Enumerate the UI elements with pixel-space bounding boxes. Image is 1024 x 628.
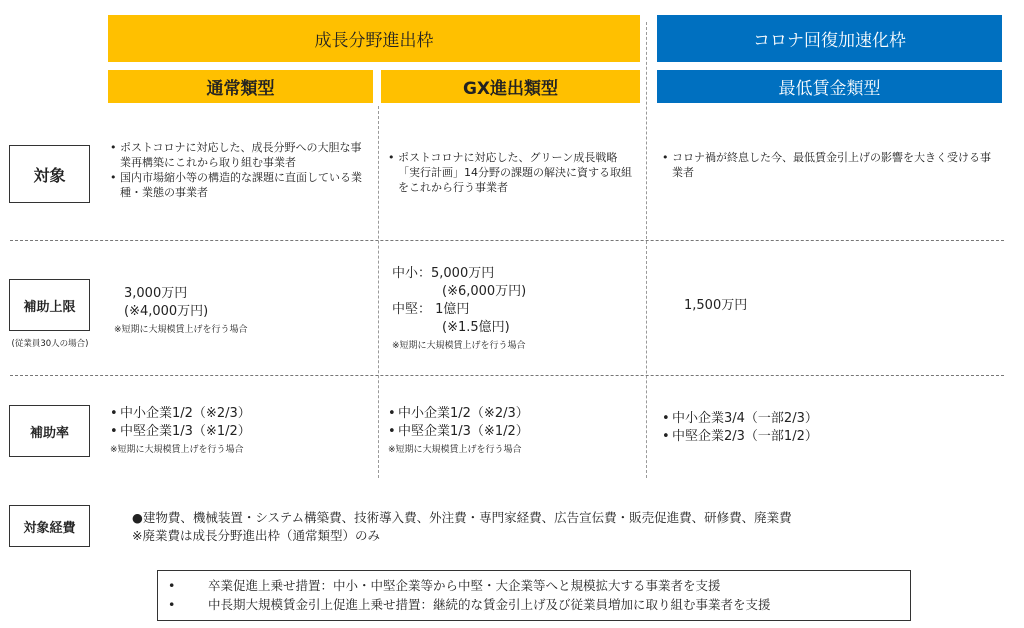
row-label-rate [9,405,90,457]
row-divider [10,375,1004,376]
target-gx [388,150,633,195]
rate-normal-line1: 中小企業1/2（※2/3） [120,406,251,421]
list-item: • 中小企業1/2（※2/3） [388,406,529,421]
limit-normal-line2: (※4,000万円) [124,304,209,319]
rate-gx-note: ※短期に大規模賃上げを行う場合 [388,445,522,455]
rate-gx-line1: 中小企業1/2（※2/3） [398,406,529,421]
header-growth [108,15,640,62]
list-item: • 中堅企業1/3（※1/2） [110,424,251,439]
rate-normal [110,405,375,459]
row-label-limit-sub: (従業員30人の場合) [11,339,89,349]
footer-box [157,570,911,621]
target-minwage-text: コロナ禍が終息した今、最低賃金引上げの影響を大きく受ける事業者 [672,151,991,179]
target-normal-text: ポストコロナに対応した、成長分野への大胆な事業再構築にこれから取り組む事業者 [120,141,362,169]
row-label-expense [9,505,90,547]
footer-item: 卒業促進上乗せ措置：中小・中堅企業等から中堅・大企業等へと規模拡大する事業者を支援 [208,578,721,593]
rate-minwage [662,410,962,446]
limit-normal [114,285,374,339]
expense-text [132,509,1012,545]
rate-normal-note: ※短期に大規模賃上げを行う場合 [110,445,244,455]
list-item: • 国内市場縮小等の構造的な課題に直面している業種・業態の事業者 [110,170,370,200]
target-minwage [662,150,997,180]
header-normal-text: 通常類型 [206,79,275,99]
header-gx [381,70,640,103]
limit-minwage-line1: 1,500万円 [684,298,748,313]
limit-normal-note: ※短期に大規模賃上げを行う場合 [114,325,248,335]
list-item: • ポストコロナに対応した、成長分野への大胆な事業再構築にこれから取り組む事業者 [110,140,370,170]
column-divider [378,106,379,478]
list-item: • 中堅企業1/3（※1/2） [388,424,529,439]
limit-gx [392,265,642,355]
limit-normal-line1: 3,000万円 [124,286,188,301]
row-divider [10,240,1004,241]
limit-gx-line3: 中堅： 1億円 [392,302,470,317]
header-minwage-text: 最低賃金類型 [778,79,881,99]
list-item: • ポストコロナに対応した、グリーン成長戦略「実行計画」14分野の課題の解決に資する取組をこれから行う事業者 [388,151,632,194]
header-gx-text: GX進出類型 [462,79,559,99]
expense-line1: ●建物費、機械装置・システム構築費、技術導入費、外注費・専門家経費、広告宣伝費・販売促進費、研修費、廃業費 [132,510,792,525]
rate-minwage-line2: 中堅企業2/3（一部1/2） [672,429,818,444]
row-label-limit-text: 補助上限 [23,299,76,315]
footer-item: 中長期大規模賃金引上促進上乗せ措置：継続的な賃金引上げ及び従業員増加に取り組む事業者を支援 [208,597,771,612]
row-label-expense-text: 対象経費 [23,520,76,536]
limit-gx-line2: (※6,000万円) [442,284,527,299]
rate-normal-line2: 中堅企業1/3（※1/2） [120,424,251,439]
limit-gx-note: ※短期に大規模賃上げを行う場合 [392,341,526,351]
list-item: • 中長期大規模賃金引上促進上乗せ措置：継続的な賃金引上げ及び従業員増加に取り組む事業者を支援 [168,597,771,612]
limit-gx-line1: 中小：5,000万円 [392,266,495,281]
header-minwage [657,70,1002,103]
row-label-target-text: 対象 [33,165,66,185]
header-corona [657,15,1002,62]
expense-line2: ※廃業費は成長分野進出枠（通常類型）のみ [132,528,380,543]
limit-minwage [684,297,884,315]
row-label-limit [9,279,90,331]
rate-gx [388,405,643,459]
column-divider [646,22,647,478]
list-item: • 中堅企業2/3（一部1/2） [662,429,818,444]
list-item: • コロナ禍が終息した今、最低賃金引上げの影響を大きく受ける事業者 [662,150,997,180]
list-item: • 中小企業3/4（一部2/3） [662,411,818,426]
rate-minwage-line1: 中小企業3/4（一部2/3） [672,411,818,426]
header-growth-text: 成長分野進出枠 [314,31,434,51]
target-normal-text: 国内市場縮小等の構造的な課題に直面している業種・業態の事業者 [120,171,362,199]
header-normal [108,70,373,103]
rate-gx-line2: 中堅企業1/3（※1/2） [398,424,529,439]
target-gx-text: ポストコロナに対応した、グリーン成長戦略「実行計画」14分野の課題の解決に資する取組をこれから行う事業者 [398,151,632,194]
list-item: • 中小企業1/2（※2/3） [110,406,251,421]
target-normal [110,140,370,200]
header-corona-text: コロナ回復加速化枠 [753,31,906,51]
row-label-target [9,145,90,203]
limit-gx-line4: (※1.5億円) [442,320,510,335]
row-label-rate-text: 補助率 [29,425,69,441]
list-item: • 卒業促進上乗せ措置：中小・中堅企業等から中堅・大企業等へと規模拡大する事業者を支援 [168,578,721,593]
